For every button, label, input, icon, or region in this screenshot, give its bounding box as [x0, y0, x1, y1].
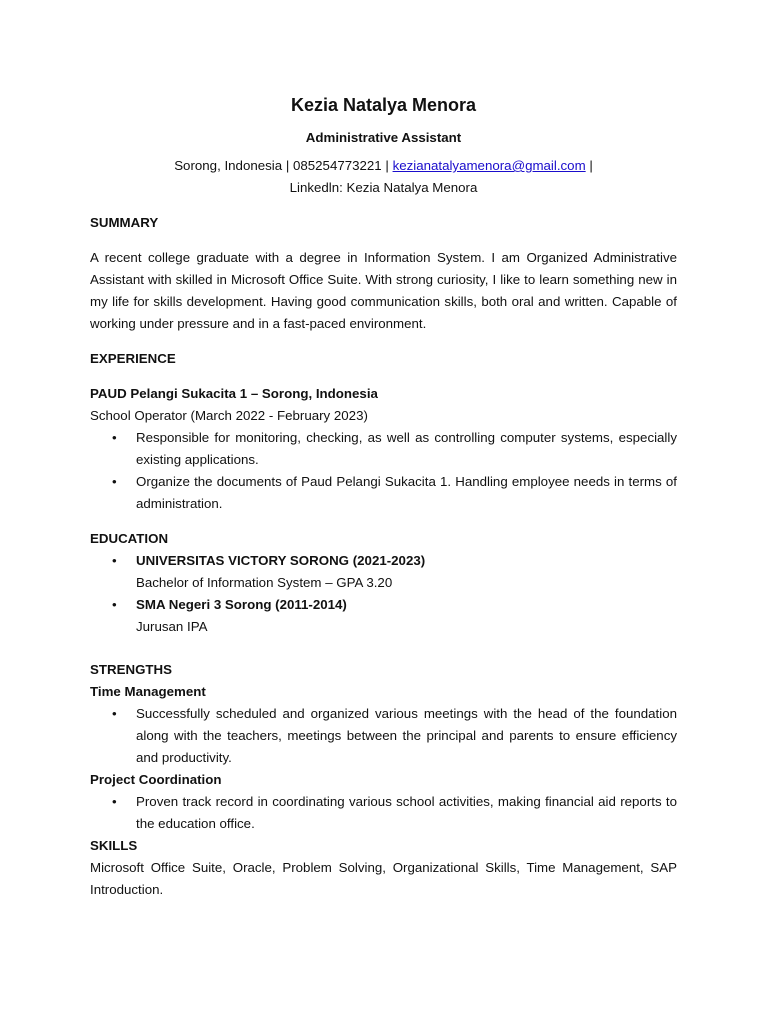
contact-suffix: |: [585, 158, 593, 173]
resume-page: [90, 92, 677, 901]
skills-text: Microsoft Office Suite, Oracle, Problem Solving, Organizational Skills, Time Management, SAP Introduction.: [90, 860, 677, 897]
education-school: UNIVERSITAS VICTORY SORONG (2021-2023): [136, 553, 426, 568]
education-list: [90, 550, 677, 638]
bullet-icon: •: [112, 794, 117, 809]
experience-company: PAUD Pelangi Sukacita 1 – Sorong, Indonesia: [90, 386, 378, 401]
list-item: [112, 594, 677, 638]
list-item: [112, 471, 677, 515]
strength-bullets: [90, 703, 677, 769]
summary-heading: SUMMARY: [90, 215, 159, 230]
bullet-text: Responsible for monitoring, checking, as well as controlling computer systems, especially existing applications.: [136, 430, 677, 467]
list-item: [112, 427, 677, 471]
list-item: [112, 550, 677, 594]
bullet-icon: •: [112, 553, 117, 568]
contact-prefix: Sorong, Indonesia | 085254773221 |: [174, 158, 393, 173]
list-item: [112, 703, 677, 769]
bullet-icon: •: [112, 430, 117, 445]
contact-line: [90, 155, 677, 177]
strengths-heading: STRENGTHS: [90, 662, 173, 677]
job-title: Administrative Assistant: [305, 130, 462, 145]
education-school: SMA Negeri 3 Sorong (2011-2014): [136, 597, 347, 612]
bullet-icon: •: [112, 706, 117, 721]
summary-text: A recent college graduate with a degree in Information System. I am Organized Administrative Assistant with skilled in Microsoft Office Suite. With strong curiosity, I like to learn something new in my life for skills development. Having good communication skills, both oral and written. Capable of working under pressure and in a fast-paced environment.: [90, 250, 677, 331]
experience-bullets: [90, 427, 677, 515]
experience-role: School Operator (March 2022 - February 2023): [90, 408, 368, 423]
candidate-name: Kezia Natalya Menora: [290, 95, 477, 115]
education-detail: Jurusan IPA: [136, 619, 208, 634]
skills-heading: SKILLS: [90, 838, 138, 853]
bullet-icon: •: [112, 474, 117, 489]
bullet-icon: •: [112, 597, 117, 612]
strength-title: Project Coordination: [90, 772, 222, 787]
strength-title: Time Management: [90, 684, 206, 699]
education-detail: Bachelor of Information System – GPA 3.20: [136, 575, 393, 590]
education-heading: EDUCATION: [90, 531, 169, 546]
linkedin-line: Linkedln: Kezia Natalya Menora: [289, 180, 478, 195]
email-link[interactable]: kezianatalyamenora@gmail.com: [392, 158, 586, 173]
bullet-text: Successfully scheduled and organized various meetings with the head of the foundation along with the teachers, meetings between the principal and parents to ensure efficiency and productivity.: [136, 706, 677, 765]
experience-heading: EXPERIENCE: [90, 351, 176, 366]
bullet-text: Organize the documents of Paud Pelangi Sukacita 1. Handling employee needs in terms of administration.: [136, 474, 677, 511]
strength-bullets: [90, 791, 677, 835]
list-item: [112, 791, 677, 835]
bullet-text: Proven track record in coordinating various school activities, making financial aid reports to the education office.: [136, 794, 677, 831]
